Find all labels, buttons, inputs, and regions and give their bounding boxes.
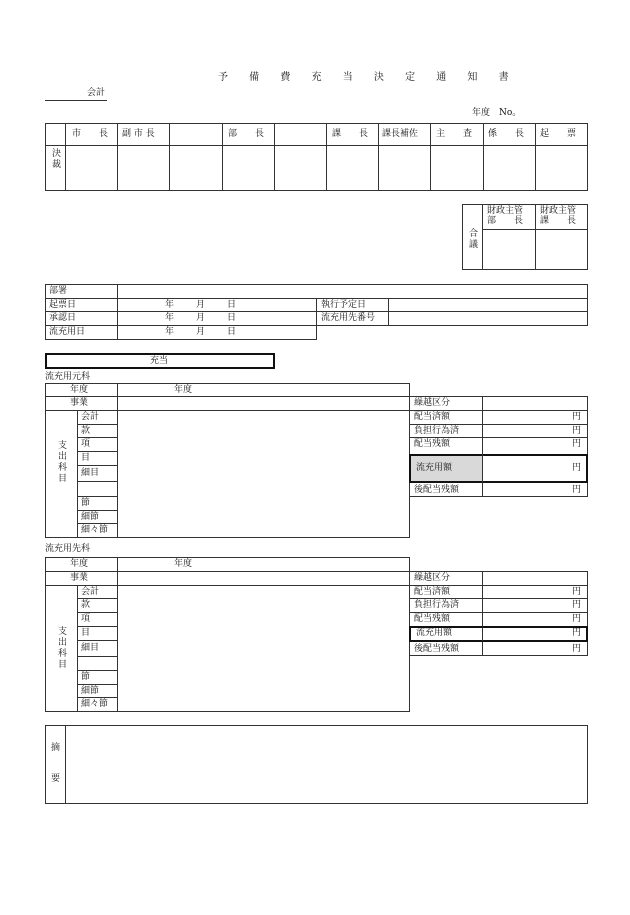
source-row-saimoku: 細目 (81, 468, 100, 478)
summary-side-top: 摘 (51, 743, 61, 753)
info-ryuju-label: 流充用日 (49, 327, 86, 337)
date-year: 年 (165, 327, 175, 337)
source-nendo-label: 年度 (70, 385, 89, 395)
dest-title: 流充用先科 (45, 544, 91, 554)
date-year: 年 (165, 313, 175, 323)
dept-underline (45, 100, 107, 101)
consult-col1-line1: 財政主管 (487, 206, 524, 216)
source-nendo-value: 年度 (174, 385, 193, 395)
source-row-saisaisetsu: 細々節 (81, 525, 109, 535)
dest-row-setsu: 節 (81, 672, 91, 682)
yen-unit: 円 (572, 600, 582, 610)
source-row-ko: 項 (81, 439, 91, 449)
yen-unit: 円 (572, 644, 582, 654)
approval-header-inspector: 主 査 (436, 129, 473, 139)
yen-unit: 円 (572, 628, 582, 638)
dest-row-saimoku: 細目 (81, 643, 100, 653)
source-kurikoshi-label: 繰越区分 (414, 398, 451, 408)
source-row-kaikei: 会計 (81, 412, 100, 422)
source-ryuju-label: 流充用額 (416, 463, 453, 473)
info-saki-no-label: 流充用先番号 (321, 313, 376, 323)
approval-header-section-chief: 課 長 (332, 129, 369, 139)
yen-unit: 円 (572, 463, 582, 473)
source-row-saisetsu: 細節 (81, 512, 100, 522)
approval-side-label: 決裁 (50, 148, 60, 170)
date-day: 日 (227, 313, 237, 323)
document-title: 予 備 費 充 当 決 定 通 知 書 (218, 72, 518, 83)
info-shonin-label: 承認日 (49, 313, 77, 323)
fiscal-number: 年度 No。 (472, 108, 522, 118)
date-day: 日 (227, 300, 237, 310)
dest-nendo-value: 年度 (174, 559, 193, 569)
consult-col2-line1: 財政主管 (540, 206, 577, 216)
approval-header-drafter: 起 票 (540, 129, 577, 139)
source-row-setsu: 節 (81, 498, 91, 508)
consult-side-label: 合議 (467, 228, 477, 250)
source-haito-label: 配当済額 (414, 412, 451, 422)
dept-label: 会計 (87, 88, 106, 98)
dest-nendo-label: 年度 (70, 559, 89, 569)
info-busho-label: 部署 (49, 286, 68, 296)
consult-col2-line2: 課 長 (540, 216, 577, 226)
yen-unit: 円 (572, 485, 582, 495)
yen-unit: 円 (572, 426, 582, 436)
dest-zangaku-label: 配当残額 (414, 614, 451, 624)
dest-atohaito-label: 後配当残額 (414, 644, 460, 654)
approval-header-assistant: 課長補佐 (382, 129, 419, 139)
dest-ryuju-label: 流充用額 (416, 628, 453, 638)
date-year: 年 (165, 300, 175, 310)
dest-row-kaikei: 会計 (81, 587, 100, 597)
dest-jigyo-label: 事業 (70, 573, 89, 583)
dest-side-label: 支出科目 (56, 626, 66, 670)
yen-unit: 円 (572, 412, 582, 422)
date-month: 月 (196, 300, 206, 310)
source-jigyo-label: 事業 (70, 398, 89, 408)
consult-col1-line2: 部 長 (487, 216, 524, 226)
dest-row-ko: 項 (81, 614, 91, 624)
info-kihyo-label: 起票日 (49, 300, 77, 310)
approval-header-chief: 係 長 (488, 129, 525, 139)
approval-header-director: 部 長 (228, 129, 265, 139)
source-row-moku: 目 (81, 453, 91, 463)
dest-row-moku: 目 (81, 628, 91, 638)
juto-label: 充当 (150, 356, 169, 366)
dest-row-saisaisetsu: 細々節 (81, 699, 109, 709)
source-side-label: 支出科目 (56, 440, 66, 484)
source-row-kan: 款 (81, 426, 91, 436)
summary-side-bottom: 要 (51, 774, 61, 784)
date-month: 月 (196, 313, 206, 323)
dest-haito-label: 配当済額 (414, 587, 451, 597)
info-shikko-label: 執行予定日 (321, 300, 367, 310)
dest-row-saisetsu: 細節 (81, 686, 100, 696)
yen-unit: 円 (572, 439, 582, 449)
source-zangaku-label: 配当残額 (414, 439, 451, 449)
dest-row-kan: 款 (81, 600, 91, 610)
source-atohaito-label: 後配当残額 (414, 485, 460, 495)
date-day: 日 (227, 327, 237, 337)
date-month: 月 (196, 327, 206, 337)
approval-header-vice-mayor: 副 市 長 (122, 129, 155, 139)
dest-futan-label: 負担行為済 (414, 600, 460, 610)
dest-kurikoshi-label: 繰越区分 (414, 573, 451, 583)
yen-unit: 円 (572, 614, 582, 624)
approval-header-mayor: 市 長 (72, 129, 109, 139)
source-title: 流充用元科 (45, 372, 91, 382)
yen-unit: 円 (572, 587, 582, 597)
summary-box (45, 725, 588, 804)
source-futan-label: 負担行為済 (414, 426, 460, 436)
